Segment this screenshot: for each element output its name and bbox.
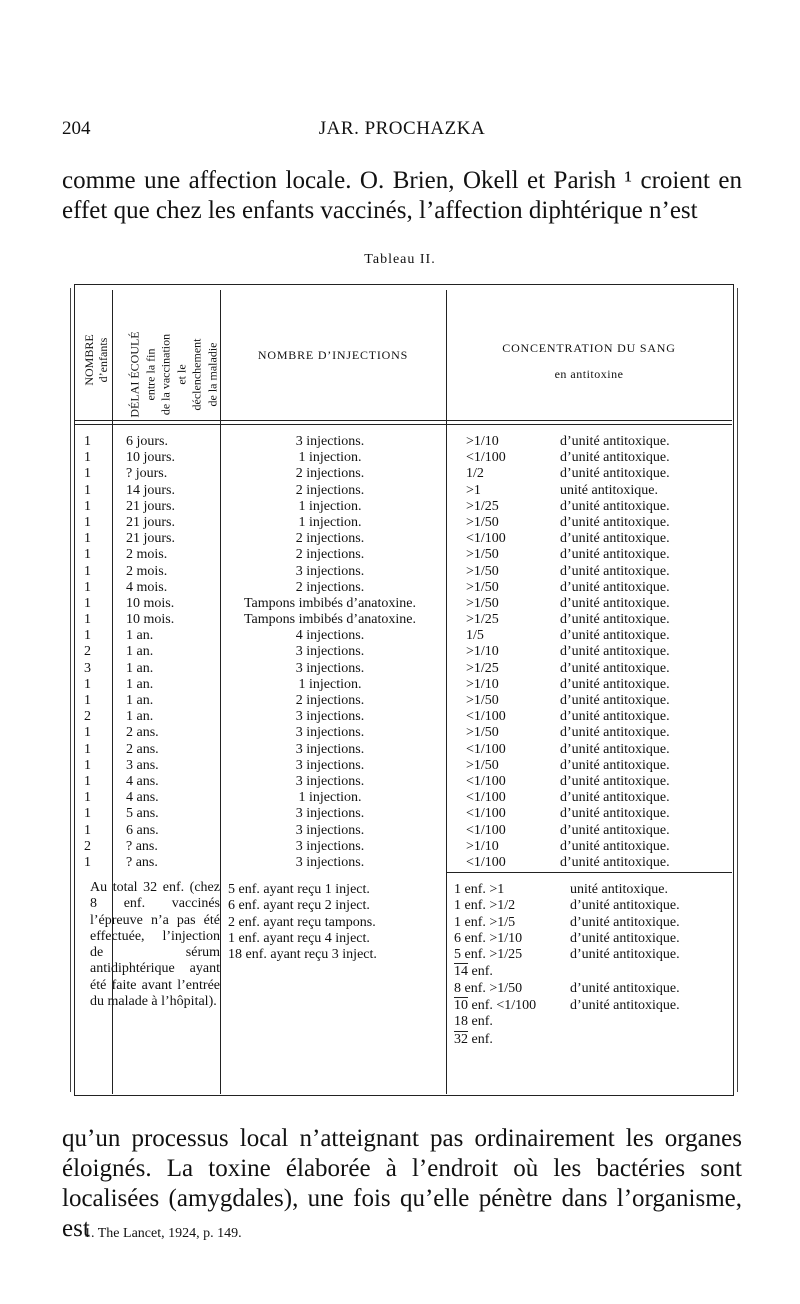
cell-delai: 4 ans. <box>126 790 159 806</box>
header-concentration: CONCENTRATION DU SANG en antitoxine <box>502 341 676 381</box>
cell-nombre: 1 <box>84 790 91 806</box>
summary-count: 1 enf. >1/2 <box>454 898 516 914</box>
cell-nombre: 1 <box>84 450 91 466</box>
cell-concentration: >1/50 <box>466 563 499 579</box>
cell-unit: d’unité antitoxique. <box>560 628 670 644</box>
cell-injections: 2 injections. <box>295 466 365 482</box>
cell-injections: 2 injections. <box>295 693 365 708</box>
cell-delai: 4 ans. <box>126 773 159 789</box>
cell-injections: 3 injections. <box>295 757 365 773</box>
table-row <box>80 580 740 596</box>
cell-delai: 14 jours. <box>126 482 175 498</box>
cell-nombre: 1 <box>84 514 91 530</box>
cell-concentration: >1/25 <box>466 612 499 628</box>
cell-concentration: >1/50 <box>466 595 499 611</box>
cell-concentration: <1/100 <box>466 450 506 466</box>
cell-delai: 1 an. <box>126 676 154 692</box>
cell-delai: 1 an. <box>126 628 154 644</box>
body-text-top: comme une affection locale. O. Brien, Okell et Parish ¹ croient en effet que chez les enfants vaccinés, l’affection diphtérique n’est <box>62 167 742 224</box>
summary-concentration-line <box>454 963 493 980</box>
cell-concentration: >1/50 <box>466 514 499 530</box>
summary-injections <box>228 882 377 963</box>
cell-unit: d’unité antitoxique. <box>560 498 670 514</box>
summary-concentration <box>454 882 680 1048</box>
cell-unit: d’unité antitoxique. <box>560 838 670 854</box>
table-caption: Tableau II. <box>364 252 436 267</box>
cell-unit: d’unité antitoxique. <box>560 595 670 611</box>
page-number: 204 <box>62 118 91 139</box>
cell-unit: d’unité antitoxique. <box>560 531 670 547</box>
cell-injections: 3 injections. <box>295 741 365 757</box>
cell-concentration: >1/10 <box>466 434 499 449</box>
table-body <box>80 434 740 871</box>
cell-concentration: >1/10 <box>466 838 499 854</box>
cell-injections: 3 injections. <box>295 660 365 676</box>
summary-unit: d’unité antitoxique. <box>570 914 680 930</box>
cell-nombre: 3 <box>84 660 91 676</box>
table-row <box>80 839 740 855</box>
table-row <box>80 596 740 612</box>
cell-injections: 2 injections. <box>295 579 365 595</box>
header-nombre-injections: NOMBRE D’INJECTIONS <box>257 348 409 362</box>
cell-injections: 3 injections. <box>295 434 365 449</box>
cell-concentration: 1/5 <box>466 628 484 644</box>
cell-delai: 21 jours. <box>126 514 175 530</box>
cell-unit: d’unité antitoxique. <box>560 676 670 692</box>
cell-delai: 1 an. <box>126 660 154 676</box>
table-row <box>80 677 740 693</box>
cell-nombre: 1 <box>84 773 91 789</box>
cell-unit: d’unité antitoxique. <box>560 514 670 530</box>
cell-nombre: 1 <box>84 757 91 773</box>
cell-delai: 1 an. <box>126 709 154 725</box>
cell-delai: 6 ans. <box>126 822 159 838</box>
table-row <box>80 806 740 822</box>
cell-nombre: 1 <box>84 693 91 708</box>
table-row <box>80 693 740 709</box>
cell-nombre: 1 <box>84 725 91 741</box>
summary-count: 1 enf. >1/5 <box>454 914 516 930</box>
cell-concentration: >1 <box>466 482 481 498</box>
cell-injections: 3 injections. <box>295 838 365 854</box>
cell-injections: 3 injections. <box>295 644 365 660</box>
cell-concentration: >1/50 <box>466 725 499 741</box>
cell-injections: 1 injection. <box>298 498 362 514</box>
cell-concentration: <1/100 <box>466 709 506 725</box>
summary-injection-line: 5 enf. ayant reçu 1 inject. <box>228 882 370 897</box>
table-row <box>80 483 740 499</box>
summary-concentration-line <box>454 914 680 931</box>
table-row <box>80 564 740 580</box>
table-row <box>80 823 740 839</box>
cell-delai: 4 mois. <box>126 579 168 595</box>
cell-injections: 4 injections. <box>295 628 365 644</box>
summary-unit: unité antitoxique. <box>570 882 668 897</box>
cell-injections: 3 injections. <box>295 563 365 579</box>
cell-nombre: 1 <box>84 498 91 514</box>
cell-unit: d’unité antitoxique. <box>560 450 670 466</box>
summary-count: 10 enf. <1/100 <box>454 998 537 1014</box>
table-row <box>80 628 740 644</box>
cell-nombre: 1 <box>84 854 91 870</box>
table-row <box>80 466 740 482</box>
cell-delai: 10 mois. <box>126 595 175 611</box>
cell-delai: 2 ans. <box>126 725 159 741</box>
summary-unit: d’unité antitoxique. <box>570 930 680 946</box>
cell-injections: Tampons imbibés d’anatoxine. <box>243 612 417 628</box>
cell-concentration: <1/100 <box>466 822 506 838</box>
cell-delai: ? ans. <box>126 838 158 854</box>
summary-injection-line: 2 enf. ayant reçu tampons. <box>228 914 376 930</box>
table-row <box>80 709 740 725</box>
table-row <box>80 790 740 806</box>
cell-concentration: <1/100 <box>466 741 506 757</box>
cell-unit: d’unité antitoxique. <box>560 709 670 725</box>
cell-injections: 3 injections. <box>295 709 365 725</box>
cell-nombre: 1 <box>84 628 91 644</box>
cell-injections: 2 injections. <box>295 482 365 498</box>
cell-concentration: <1/100 <box>466 773 506 789</box>
cell-unit: d’unité antitoxique. <box>560 806 670 822</box>
summary-concentration-line <box>454 1014 493 1030</box>
cell-delai: 2 ans. <box>126 741 159 757</box>
cell-nombre: 1 <box>84 822 91 838</box>
cell-nombre: 1 <box>84 547 91 563</box>
cell-nombre: 1 <box>84 741 91 757</box>
table-row <box>80 725 740 741</box>
table-row <box>80 644 740 660</box>
summary-unit: d’unité antitoxique. <box>570 947 680 963</box>
cell-injections: 3 injections. <box>295 806 365 822</box>
cell-unit: d’unité antitoxique. <box>560 612 670 628</box>
cell-nombre: 1 <box>84 466 91 482</box>
cell-injections: 1 injection. <box>298 676 362 692</box>
cell-injections: 3 injections. <box>295 725 365 741</box>
header-delai-ecoule: DÉLAI ÉCOULÉ entre la fin de la vaccination et le déclenchement de la maladie <box>127 331 219 418</box>
summary-count: 8 enf. >1/50 <box>454 980 523 996</box>
table-row <box>80 612 740 628</box>
cell-delai: 1 an. <box>126 693 154 708</box>
summary-count: 18 enf. <box>454 1014 493 1030</box>
summary-concentration-line <box>454 947 680 963</box>
cell-nombre: 2 <box>84 838 91 854</box>
cell-unit: d’unité antitoxique. <box>560 547 670 563</box>
cell-unit: d’unité antitoxique. <box>560 466 670 482</box>
body-text-bottom: qu’un processus local n’atteignant pas ordinairement les organes éloignés. La toxine élaborée à l’endroit où les bactéries sont localisées (amygdales), une fois qu’elle pénètre dans l’organisme, est <box>62 1125 742 1242</box>
cell-unit: d’unité antitoxique. <box>560 563 670 579</box>
summary-unit: d’unité antitoxique. <box>570 898 680 914</box>
cell-concentration: <1/100 <box>466 531 506 547</box>
cell-delai: ? jours. <box>126 466 168 482</box>
cell-nombre: 1 <box>84 595 91 611</box>
table-row <box>80 450 740 466</box>
cell-delai: 2 mois. <box>126 563 168 579</box>
summary-count: 1 enf. >1 <box>454 882 505 897</box>
cell-concentration: >1/50 <box>466 693 499 708</box>
cell-unit: d’unité antitoxique. <box>560 822 670 838</box>
summary-concentration-line <box>454 1031 493 1048</box>
cell-nombre: 1 <box>84 434 91 449</box>
cell-concentration: >1/25 <box>466 660 499 676</box>
table-row <box>80 774 740 790</box>
table-row <box>80 742 740 758</box>
cell-delai: 6 jours. <box>126 434 168 449</box>
cell-injections: Tampons imbibés d’anatoxine. <box>243 595 417 611</box>
cell-nombre: 1 <box>84 531 91 547</box>
cell-injections: 2 injections. <box>295 531 365 547</box>
summary-concentration-line <box>454 930 680 947</box>
cell-unit: d’unité antitoxique. <box>560 725 670 741</box>
summary-total: Au total 32 enf. (chez 8 enf. vaccinés l’épreuve n’a pas été effectuée, l’injection de sérum antidiphtérique ayant été faite avant l’entrée du malade à l’hôpital). <box>90 880 220 1010</box>
cell-unit: d’unité antitoxique. <box>560 579 670 595</box>
cell-injections: 2 injections. <box>295 547 365 563</box>
summary-unit: d’unité antitoxique. <box>570 980 680 996</box>
cell-concentration: >1/25 <box>466 498 499 514</box>
table-row <box>80 855 740 871</box>
cell-concentration: <1/100 <box>466 854 506 870</box>
cell-delai: 1 an. <box>126 644 154 660</box>
summary-count: 32 enf. <box>454 1031 493 1047</box>
cell-unit: d’unité antitoxique. <box>560 757 670 773</box>
header-nombre-enfants: NOMBRE d’enfants <box>82 334 110 386</box>
cell-concentration: >1/50 <box>466 757 499 773</box>
summary-concentration-line <box>454 898 680 914</box>
cell-unit: d’unité antitoxique. <box>560 854 670 870</box>
cell-concentration: >1/50 <box>466 547 499 563</box>
table-row <box>80 547 740 563</box>
table-row <box>80 531 740 547</box>
summary-injection-line: 1 enf. ayant reçu 4 inject. <box>228 930 370 946</box>
cell-unit: d’unité antitoxique. <box>560 790 670 806</box>
cell-nombre: 1 <box>84 579 91 595</box>
summary-injection-line: 18 enf. ayant reçu 3 inject. <box>228 947 377 963</box>
cell-injections: 3 injections. <box>295 773 365 789</box>
cell-nombre: 1 <box>84 612 91 628</box>
cell-nombre: 1 <box>84 806 91 822</box>
cell-unit: d’unité antitoxique. <box>560 434 670 449</box>
cell-unit: d’unité antitoxique. <box>560 693 670 708</box>
table-rule <box>446 872 732 873</box>
table-row <box>80 661 740 677</box>
cell-delai: 21 jours. <box>126 498 175 514</box>
cell-concentration: 1/2 <box>466 466 484 482</box>
running-head: JAR. PROCHAZKA <box>318 118 486 139</box>
cell-unit: d’unité antitoxique. <box>560 773 670 789</box>
cell-concentration: <1/100 <box>466 806 506 822</box>
cell-concentration: >1/10 <box>466 644 499 660</box>
cell-injections: 3 injections. <box>295 822 365 838</box>
cell-unit: d’unité antitoxique. <box>560 660 670 676</box>
cell-nombre: 2 <box>84 644 91 660</box>
cell-delai: 3 ans. <box>126 757 159 773</box>
cell-nombre: 1 <box>84 676 91 692</box>
cell-nombre: 2 <box>84 709 91 725</box>
cell-delai: 2 mois. <box>126 547 168 563</box>
table-row <box>80 499 740 515</box>
summary-concentration-line <box>454 997 680 1014</box>
cell-injections: 3 injections. <box>295 854 365 870</box>
cell-nombre: 1 <box>84 563 91 579</box>
cell-injections: 1 injection. <box>298 450 362 466</box>
cell-injections: 1 injection. <box>298 514 362 530</box>
summary-count: 5 enf. >1/25 <box>454 947 523 963</box>
summary-unit: d’unité antitoxique. <box>570 998 680 1014</box>
cell-delai: 10 jours. <box>126 450 175 466</box>
summary-count: 6 enf. >1/10 <box>454 930 523 946</box>
summary-count: 14 enf. <box>454 964 493 980</box>
cell-delai: 10 mois. <box>126 612 175 628</box>
cell-unit: unité antitoxique. <box>560 482 658 498</box>
cell-unit: d’unité antitoxique. <box>560 741 670 757</box>
page-header <box>62 118 742 144</box>
footnote: 1. The Lancet, 1924, p. 149. <box>84 1226 242 1241</box>
cell-delai: ? ans. <box>126 854 158 870</box>
cell-nombre: 1 <box>84 482 91 498</box>
table-row <box>80 515 740 531</box>
summary-concentration-line <box>454 980 680 997</box>
summary-concentration-line <box>454 882 668 898</box>
cell-injections: 1 injection. <box>298 790 362 806</box>
summary-injection-line: 6 enf. ayant reçu 2 inject. <box>228 898 370 914</box>
cell-concentration: >1/10 <box>466 676 499 692</box>
cell-concentration: <1/100 <box>466 790 506 806</box>
cell-unit: d’unité antitoxique. <box>560 644 670 660</box>
cell-concentration: >1/50 <box>466 579 499 595</box>
cell-delai: 21 jours. <box>126 531 175 547</box>
table-row <box>80 434 740 450</box>
table-row <box>80 758 740 774</box>
cell-delai: 5 ans. <box>126 806 159 822</box>
